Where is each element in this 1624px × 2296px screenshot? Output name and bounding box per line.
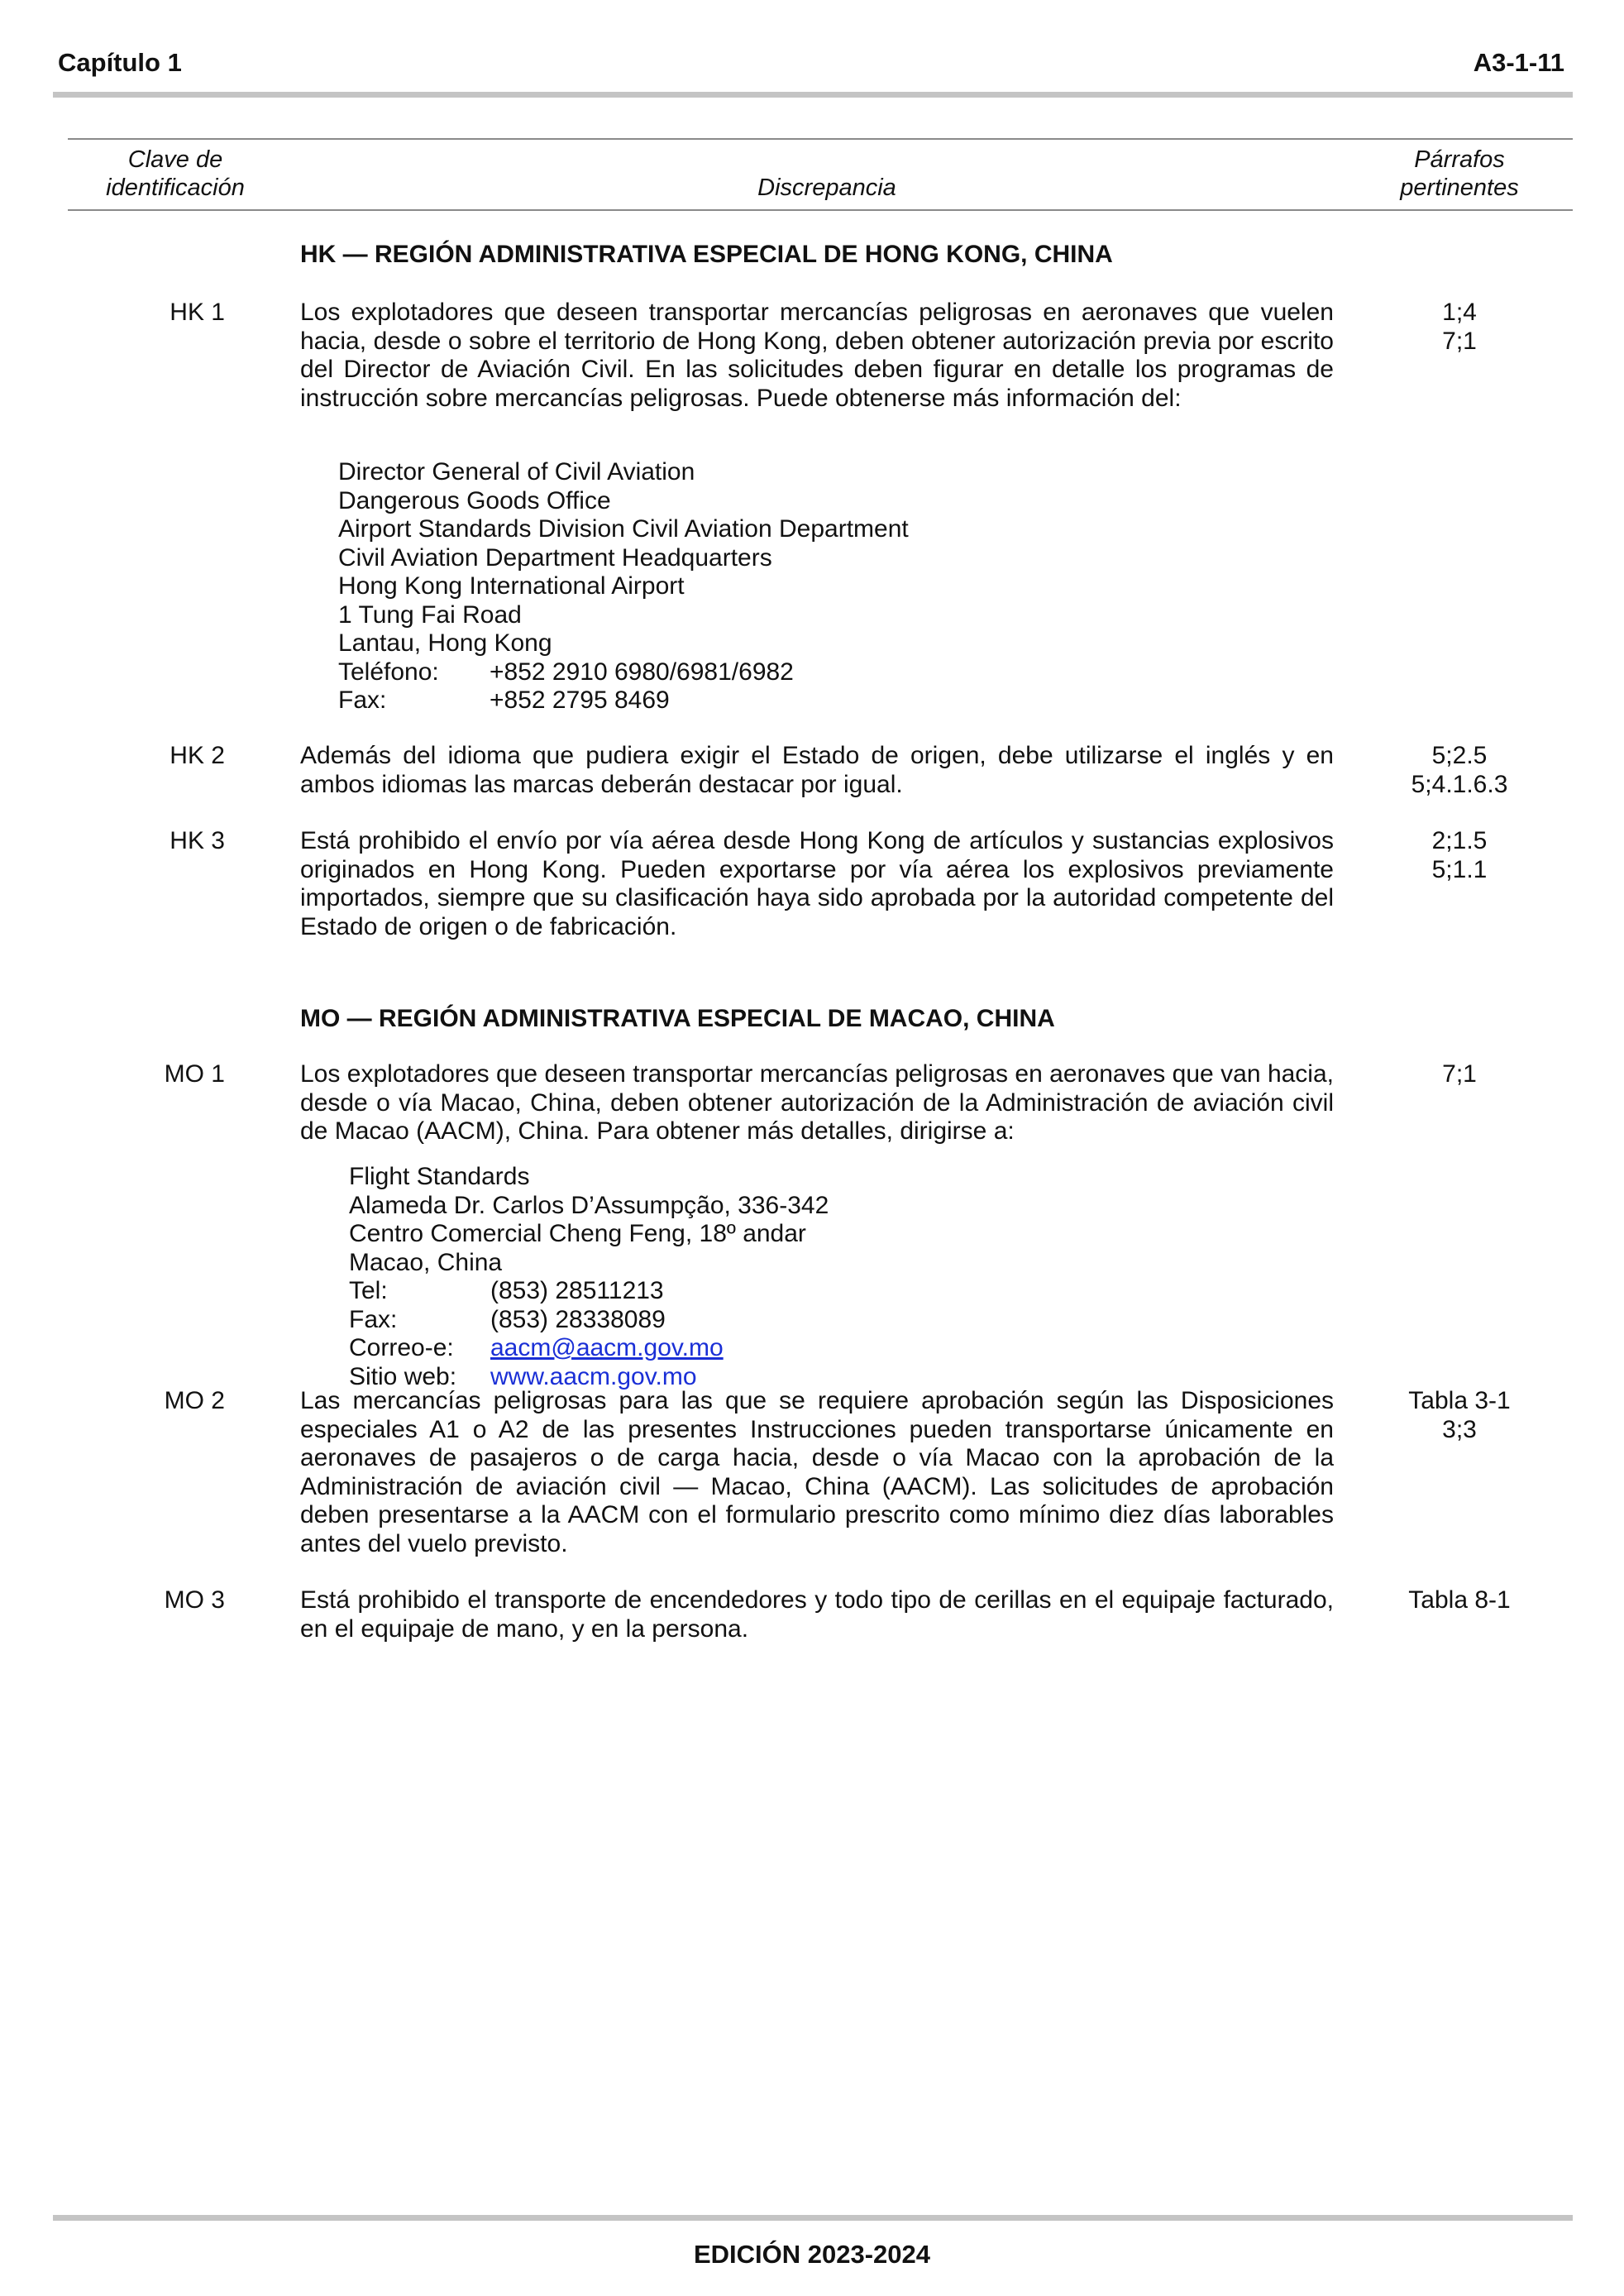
address-line: Macao, China: [349, 1248, 503, 1276]
item-text: Los explotadores que deseen transportar mercancías peligrosas en aeronaves que vuelen hacia, desde o sobre el territorio de Hong Kong, deben obtener autorización previa por escrito del Director de Aviación Civil. En las solicitudes deben figurar en detalle los programas de instrucción sobre mercancías peligrosas. Puede obtenerse más información del:: [300, 299, 1334, 412]
column-header-refs-line2: pertinentes: [1400, 175, 1519, 201]
web-label: Sitio web:: [349, 1362, 457, 1390]
page-code: A3-1-11: [1473, 48, 1564, 77]
item-ref: 5;1.1: [1431, 855, 1488, 883]
fax-label: Fax:: [349, 1305, 398, 1333]
item-refs: [1364, 827, 1555, 884]
address-line: Flight Standards: [349, 1163, 530, 1190]
item-text: Está prohibido el transporte de encendedores y todo tipo de cerillas en el equipaje facturado, en el equipaje de mano, y en la persona.: [300, 1586, 1334, 1643]
email-line: [349, 1334, 829, 1363]
item-text: Los explotadores que deseen transportar mercancías peligrosas en aeronaves que van hacia, desde o vía Macao, China, deben obtener autorización de la Administración de aviación civil de Macao (AACM), China. Para obtener más detalles, dirigirse a:: [300, 1060, 1334, 1145]
column-header-refs-line1: Párrafos: [1414, 146, 1505, 173]
item-key: MO 1: [164, 1060, 225, 1088]
item-refs: [1364, 299, 1555, 356]
item-ref: 5;2.5: [1431, 742, 1488, 769]
column-header-refs: [1356, 146, 1563, 202]
edition-footer: EDICIÓN 2023-2024: [693, 2240, 931, 2269]
item-refs: [1364, 1387, 1555, 1444]
footer-rule: [53, 2215, 1573, 2221]
item-ref: 7;1: [1442, 327, 1477, 355]
column-header-key: [76, 146, 275, 202]
item-ref: 1;4: [1442, 299, 1477, 326]
section-heading-mo: MO — REGIÓN ADMINISTRATIVA ESPECIAL DE MACAO, CHINA: [300, 1005, 1055, 1032]
address-line: Airport Standards Division Civil Aviation Department: [338, 515, 909, 543]
mo-address-block: [349, 1163, 829, 1391]
fax-value: (853) 28338089: [490, 1305, 666, 1333]
item-refs: [1364, 742, 1555, 799]
phone-label: Teléfono:: [338, 658, 439, 686]
email-label: Correo-e:: [349, 1334, 454, 1361]
item-ref: 5;4.1.6.3: [1411, 770, 1508, 798]
address-line: Lantau, Hong Kong: [338, 629, 552, 657]
item-key: MO 3: [164, 1586, 225, 1614]
table-header-rule: [68, 209, 1573, 211]
item-ref: 7;1: [1442, 1060, 1477, 1088]
tel-value: (853) 28511213: [490, 1277, 664, 1304]
fax-line: [349, 1306, 829, 1335]
item-ref: Tabla 8-1: [1408, 1586, 1511, 1614]
hk-address-block: [338, 458, 909, 715]
column-header-discrepancy: Discrepancia: [757, 175, 896, 201]
address-line: Hong Kong International Airport: [338, 572, 685, 600]
table-top-rule: [68, 138, 1573, 140]
item-ref: 3;3: [1442, 1415, 1477, 1443]
address-line: Dangerous Goods Office: [338, 486, 611, 514]
tel-label: Tel:: [349, 1277, 388, 1304]
item-key: HK 1: [170, 299, 225, 326]
phone-line: [338, 658, 909, 687]
item-text: Además del idioma que pudiera exigir el Estado de origen, debe utilizarse el inglés y en ambos idiomas las marcas deberán destacar por igual.: [300, 742, 1334, 798]
fax-value: +852 2795 8469: [490, 686, 670, 714]
tel-line: [349, 1277, 829, 1306]
address-line: 1 Tung Fai Road: [338, 600, 522, 629]
fax-label: Fax:: [338, 686, 387, 714]
email-link[interactable]: aacm@aacm.gov.mo: [490, 1334, 724, 1361]
phone-value: +852 2910 6980/6981/6982: [490, 658, 794, 686]
item-ref: Tabla 3-1: [1408, 1387, 1511, 1414]
column-header-key-line1: Clave de: [127, 146, 223, 173]
address-line: Alameda Dr. Carlos D’Assumpção, 336-342: [349, 1191, 829, 1219]
section-heading-hk: HK — REGIÓN ADMINISTRATIVA ESPECIAL DE HONG KONG, CHINA: [300, 241, 1113, 268]
chapter-title: Capítulo 1: [58, 48, 182, 77]
item-key: HK 3: [170, 827, 225, 854]
item-key: MO 2: [164, 1387, 225, 1414]
header-rule: [53, 92, 1573, 98]
fax-line: [338, 686, 909, 715]
address-line: Director General of Civil Aviation: [338, 458, 695, 486]
item-text: Está prohibido el envío por vía aérea desde Hong Kong de artículos y sustancias explosivos originados en Hong Kong. Pueden exportarse por vía aérea los explosivos previamente importados, siempre que su clasificación haya sido aprobada por la autoridad competente del Estado de origen o de fabricación.: [300, 827, 1334, 940]
web-link[interactable]: www.aacm.gov.mo: [490, 1362, 697, 1390]
item-ref: 2;1.5: [1431, 827, 1488, 854]
item-refs: [1364, 1586, 1555, 1615]
address-line: Civil Aviation Department Headquarters: [338, 543, 772, 572]
item-refs: [1364, 1060, 1555, 1089]
item-key: HK 2: [170, 742, 225, 769]
address-line: Centro Comercial Cheng Feng, 18º andar: [349, 1220, 806, 1247]
column-header-key-line2: identificación: [106, 175, 245, 201]
item-text: Las mercancías peligrosas para las que se requiere aprobación según las Disposiciones especiales A1 o A2 de las presentes Instrucciones pueden transportarse únicamente en aeronaves de pasajeros o de carga hacia, desde o vía Macao con la aprobación de la Administración de aviación civil — Macao, China (AACM). Las solicitudes de aprobación deben presentarse a la AACM con el formulario prescrito como mínimo diez días laborables antes del vuelo previsto.: [300, 1387, 1334, 1557]
